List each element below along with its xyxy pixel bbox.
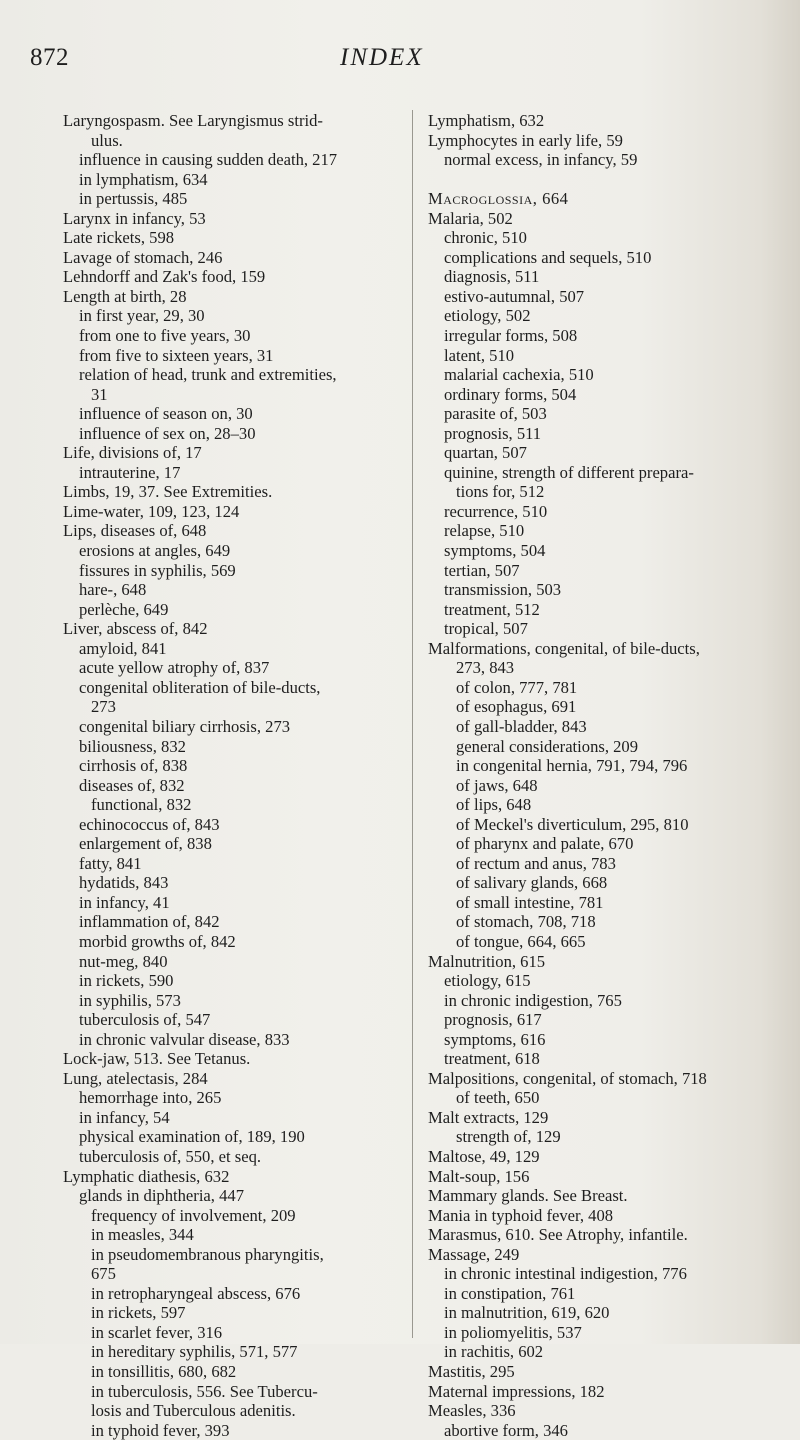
- index-subentry: malarial cachexia, 510: [444, 365, 594, 385]
- index-subentry: etiology, 502: [444, 306, 531, 326]
- index-entry: Lymphatism, 632: [428, 111, 545, 130]
- index-subentry: diagnosis, 511: [444, 267, 540, 287]
- index-subentry: in first year, 29, 30: [79, 306, 205, 326]
- index-entry: Lymphatic diathesis, 632: [63, 1166, 230, 1186]
- index-entry: Measles, 336: [428, 1401, 516, 1421]
- index-subentry: of gall-bladder, 843: [456, 716, 587, 736]
- index-subentry: of Meckel's diverticulum, 295, 810: [456, 814, 689, 834]
- index-column-right: [428, 111, 780, 1440]
- index-entry: Lips, diseases of, 648: [63, 521, 207, 541]
- index-subentry: in measles, 344: [91, 1225, 194, 1245]
- index-subentry: enlargement of, 838: [79, 834, 212, 854]
- index-subentry: from one to five years, 30: [79, 326, 251, 346]
- index-subentry: echinococcus of, 843: [79, 814, 220, 834]
- index-subentry: 273, 843: [456, 658, 515, 678]
- index-subentry: tuberculosis of, 550, et seq.: [79, 1146, 262, 1166]
- index-subentry: parasite of, 503: [444, 404, 547, 424]
- index-column-left: [63, 111, 408, 1440]
- index-entry: Larynx in infancy, 53: [63, 208, 206, 228]
- index-subentry: tropical, 507: [444, 619, 528, 639]
- index-entry: Liver, abscess of, 842: [63, 619, 208, 639]
- index-subentry: nut-meg, 840: [79, 951, 168, 971]
- index-subentry: general considerations, 209: [456, 736, 639, 756]
- index-subentry: 675: [91, 1264, 116, 1284]
- index-subentry: in rickets, 590: [79, 971, 174, 991]
- index-subentry: irregular forms, 508: [444, 326, 578, 346]
- index-subentry: complications and sequels, 510: [444, 247, 652, 267]
- index-entry: [428, 170, 780, 190]
- index-entry: Macroglossia, 664: [428, 189, 569, 209]
- index-entry: Mammary glands. See Breast.: [428, 1186, 628, 1206]
- index-subentry: abortive form, 346: [444, 1420, 568, 1440]
- index-subentry: ulus.: [91, 130, 123, 150]
- index-subentry: influence in causing sudden death, 217: [79, 150, 338, 170]
- index-subentry: erosions at angles, 649: [79, 541, 231, 561]
- index-subentry: functional, 832: [91, 795, 192, 815]
- index-subentry: in rickets, 597: [91, 1303, 186, 1323]
- index-subentry: physical examination of, 189, 190: [79, 1127, 305, 1147]
- running-title: INDEX: [340, 44, 424, 71]
- index-subentry: inflammation of, 842: [79, 912, 220, 932]
- index-entry: Malt extracts, 129: [428, 1107, 549, 1127]
- index-subentry: strength of, 129: [456, 1127, 561, 1147]
- index-entry: Late rickets, 598: [63, 228, 175, 248]
- index-entry: Lime-water, 109, 123, 124: [63, 501, 240, 521]
- index-subentry: etiology, 615: [444, 971, 531, 991]
- index-entry: Malnutrition, 615: [428, 951, 546, 971]
- index-subentry: in retropharyngeal abscess, 676: [91, 1283, 301, 1303]
- index-subentry: congenital biliary cirrhosis, 273: [79, 716, 291, 736]
- index-subentry: in constipation, 761: [444, 1283, 576, 1303]
- index-subentry: in chronic valvular disease, 833: [79, 1029, 290, 1049]
- index-subentry: hare-, 648: [79, 580, 147, 600]
- index-subentry: frequency of involvement, 209: [91, 1205, 296, 1225]
- index-subentry: prognosis, 511: [444, 423, 542, 443]
- index-subentry: hemorrhage into, 265: [79, 1088, 222, 1108]
- index-entry: Lehndorff and Zak's food, 159: [63, 267, 266, 287]
- index-subentry: of pharynx and palate, 670: [456, 834, 634, 854]
- index-entry: Marasmus, 610. See Atrophy, infantile.: [428, 1225, 688, 1245]
- index-subentry: 273: [91, 697, 116, 717]
- index-subentry: in malnutrition, 619, 620: [444, 1303, 610, 1323]
- index-subentry: influence of season on, 30: [79, 404, 253, 424]
- index-entry: Lymphocytes in early life, 59: [428, 130, 623, 150]
- index-subentry: of teeth, 650: [456, 1088, 540, 1108]
- index-entry: Mania in typhoid fever, 408: [428, 1205, 614, 1225]
- index-subentry: in congenital hernia, 791, 794, 796: [456, 756, 688, 776]
- index-subentry: of jaws, 648: [456, 775, 538, 795]
- index-subentry: of esophagus, 691: [456, 697, 577, 717]
- index-subentry: in chronic indigestion, 765: [444, 990, 622, 1010]
- index-subentry: of stomach, 708, 718: [456, 912, 596, 932]
- index-entry: Limbs, 19, 37. See Extremities.: [63, 482, 273, 502]
- index-subentry: fissures in syphilis, 569: [79, 560, 236, 580]
- index-subentry: of small intestine, 781: [456, 892, 604, 912]
- index-subentry: in infancy, 41: [79, 892, 170, 912]
- index-subentry: in pertussis, 485: [79, 189, 188, 209]
- index-subentry: in lymphatism, 634: [79, 169, 208, 189]
- index-subentry: treatment, 618: [444, 1049, 540, 1069]
- index-subentry: of lips, 648: [456, 795, 532, 815]
- index-subentry: biliousness, 832: [79, 736, 186, 756]
- index-subentry: in poliomyelitis, 537: [444, 1322, 582, 1342]
- index-entry: Maltose, 49, 129: [428, 1146, 540, 1166]
- index-subentry: normal excess, in infancy, 59: [444, 150, 638, 170]
- index-subentry: symptoms, 504: [444, 541, 546, 561]
- index-subentry: in scarlet fever, 316: [91, 1322, 223, 1342]
- index-subentry: latent, 510: [444, 345, 515, 365]
- index-entry: Malt-soup, 156: [428, 1166, 530, 1186]
- index-entry: Malformations, congenital, of bile-ducts,: [428, 638, 700, 658]
- index-subentry: chronic, 510: [444, 228, 527, 248]
- index-subentry: intrauterine, 17: [79, 462, 181, 482]
- index-subentry: glands in diphtheria, 447: [79, 1186, 244, 1206]
- index-subentry: in typhoid fever, 393: [91, 1420, 230, 1440]
- index-subentry: in hereditary syphilis, 571, 577: [91, 1342, 298, 1362]
- index-subentry: ordinary forms, 504: [444, 384, 577, 404]
- index-subentry: in rachitis, 602: [444, 1342, 544, 1362]
- column-divider: [412, 110, 413, 1338]
- page-header: [0, 44, 800, 84]
- index-subentry: losis and Tuberculous adenitis.: [91, 1401, 296, 1421]
- index-subentry: in syphilis, 573: [79, 990, 181, 1010]
- index-subentry: of rectum and anus, 783: [456, 853, 616, 873]
- index-subentry: morbid growths of, 842: [79, 931, 236, 951]
- index-entry: Massage, 249: [428, 1244, 520, 1264]
- index-subentry: prognosis, 617: [444, 1010, 542, 1030]
- index-entry: Lung, atelectasis, 284: [63, 1068, 208, 1088]
- index-subentry: fatty, 841: [79, 853, 142, 873]
- index-subentry: in tonsillitis, 680, 682: [91, 1362, 237, 1381]
- index-subentry: transmission, 503: [444, 580, 562, 600]
- index-subentry: congenital obliteration of bile-ducts,: [79, 677, 321, 697]
- page-number: 872: [30, 44, 69, 71]
- index-subentry: perlèche, 649: [79, 599, 169, 619]
- index-entry: Laryngospasm. See Laryngismus strid-: [63, 111, 323, 130]
- index-subentry: acute yellow atrophy of, 837: [79, 658, 270, 678]
- index-subentry: influence of sex on, 28–30: [79, 423, 256, 443]
- index-subentry: tertian, 507: [444, 560, 520, 580]
- index-subentry: of tongue, 664, 665: [456, 931, 586, 951]
- index-subentry: hydatids, 843: [79, 873, 169, 893]
- index-subentry: diseases of, 832: [79, 775, 185, 795]
- index-subentry: of salivary glands, 668: [456, 873, 608, 893]
- index-subentry: in infancy, 54: [79, 1107, 170, 1127]
- index-subentry: tuberculosis of, 547: [79, 1010, 211, 1030]
- index-subentry: amyloid, 841: [79, 638, 167, 658]
- index-subentry: symptoms, 616: [444, 1029, 546, 1049]
- index-subentry: estivo-autumnal, 507: [444, 286, 585, 306]
- index-entry: Malaria, 502: [428, 208, 513, 228]
- index-subentry: quinine, strength of different prepara-: [444, 462, 694, 482]
- index-subentry: in chronic intestinal indigestion, 776: [444, 1264, 687, 1284]
- index-subentry: quartan, 507: [444, 443, 527, 463]
- index-subentry: of colon, 777, 781: [456, 677, 578, 697]
- index-entry: Lavage of stomach, 246: [63, 247, 223, 267]
- index-entry: Lock-jaw, 513. See Tetanus.: [63, 1049, 251, 1069]
- index-subentry: relapse, 510: [444, 521, 525, 541]
- index-entry: Life, divisions of, 17: [63, 443, 202, 463]
- index-entry: Malpositions, congenital, of stomach, 718: [428, 1068, 707, 1088]
- index-entry: Mastitis, 295: [428, 1362, 515, 1381]
- index-subentry: relation of head, trunk and extremities,: [79, 365, 337, 385]
- index-subentry: from five to sixteen years, 31: [79, 345, 274, 365]
- index-subentry: 31: [91, 384, 108, 404]
- index-subentry: cirrhosis of, 838: [79, 756, 188, 776]
- index-subentry: recurrence, 510: [444, 501, 548, 521]
- index-subentry: tions for, 512: [456, 482, 545, 502]
- index-subentry: in pseudomembranous pharyngitis,: [91, 1244, 324, 1264]
- index-subentry: in tuberculosis, 556. See Tubercu-: [91, 1381, 318, 1401]
- index-entry: Maternal impressions, 182: [428, 1381, 605, 1401]
- index-subentry: treatment, 512: [444, 599, 540, 619]
- index-entry: Length at birth, 28: [63, 286, 187, 306]
